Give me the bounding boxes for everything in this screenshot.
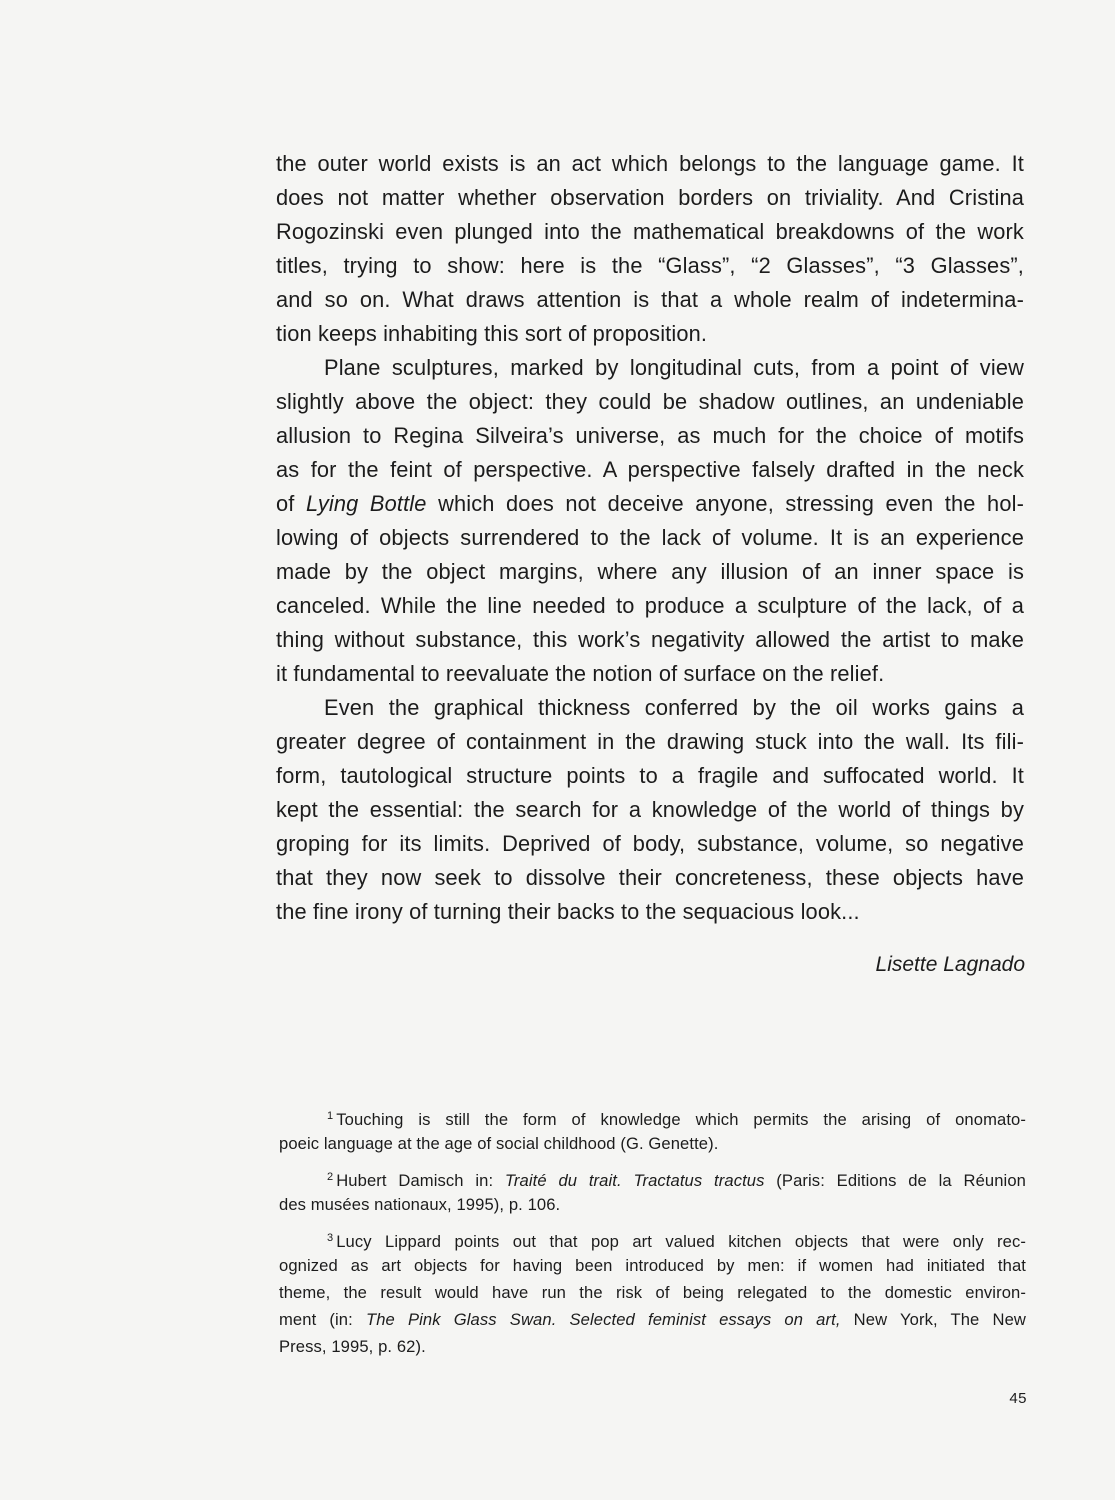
footnote-line [279, 1164, 1026, 1191]
body-line-prefix: of [276, 491, 306, 516]
body-line: allusion to Regina Silveira’s universe, as much for the choice of motifs [276, 423, 1024, 448]
book-title: Traité du trait. Tractatus tractus [504, 1171, 765, 1190]
footnote-line [279, 1103, 1026, 1130]
footnote-line: poeic language at the age of social childhood (G. Genette). [279, 1134, 719, 1153]
body-line: Plane sculptures, marked by longitudinal cuts, from a point of view [324, 355, 1024, 380]
body-line: tion keeps inhabiting this sort of proposition. [276, 321, 708, 346]
body-line: does not matter whether observation borders on triviality. And Cristina [276, 185, 1024, 210]
body-line: as for the feint of perspective. A perspective falsely drafted in the neck [276, 457, 1024, 482]
body-text [276, 147, 1024, 929]
footnote-line: Press, 1995, p. 62). [279, 1337, 426, 1356]
footnote-line: des musées nationaux, 1995), p. 106. [279, 1195, 561, 1214]
footnote-1 [279, 1103, 1026, 1157]
body-line: the outer world exists is an act which belongs to the language game. It [276, 151, 1024, 176]
author-signature: Lisette Lagnado [875, 953, 1025, 976]
body-line: canceled. While the line needed to produce a sculpture of the lack, of a [276, 593, 1024, 618]
footnote-mark: 1 [327, 1110, 334, 1122]
footnote-line [279, 1225, 1026, 1252]
body-line: made by the object margins, where any illusion of an inner space is [276, 559, 1024, 584]
body-line: thing without substance, this work’s negativity allowed the artist to make [276, 627, 1024, 652]
footnote-text: Lucy Lippard points out that pop art valued kitchen objects that were only rec- [336, 1232, 1026, 1251]
body-line: Even the graphical thickness conferred by the oil works gains a [324, 695, 1024, 720]
book-title: The Pink Glass Swan. Selected feminist essays on art, [365, 1310, 841, 1329]
body-line: the fine irony of turning their backs to the sequacious look... [276, 899, 860, 924]
footnote-text: (Paris: Editions de la Réunion [764, 1171, 1026, 1190]
footnote-line [279, 1306, 1026, 1333]
footnotes [279, 1103, 1026, 1367]
body-line: Rogozinski even plunged into the mathematical breakdowns of the work [276, 219, 1024, 244]
footnote-line: theme, the result would have run the risk of being relegated to the domestic environ- [279, 1283, 1026, 1302]
footnote-2 [279, 1164, 1026, 1218]
body-line: slightly above the object: they could be shadow outlines, an undeniable [276, 389, 1024, 414]
body-line: groping for its limits. Deprived of body, substance, volume, so negative [276, 831, 1024, 856]
body-line [276, 487, 1024, 521]
body-line: and so on. What draws attention is that a whole realm of indetermina- [276, 287, 1024, 312]
footnote-mark: 3 [327, 1232, 334, 1244]
footnote-mark: 2 [327, 1171, 334, 1183]
footnote-text: ment (in: [279, 1310, 366, 1329]
page-number: 45 [1009, 1390, 1027, 1407]
body-line: kept the essential: the search for a knowledge of the world of things by [276, 797, 1024, 822]
body-line: it fundamental to reevaluate the notion of surface on the relief. [276, 661, 885, 686]
body-line: lowing of objects surrendered to the lack of volume. It is an experience [276, 525, 1024, 550]
body-line-rest: which does not deceive anyone, stressing even the hol- [438, 491, 1024, 516]
body-line: that they now seek to dissolve their concreteness, these objects have [276, 865, 1024, 890]
body-line: form, tautological structure points to a fragile and suffocated world. It [276, 763, 1024, 788]
artwork-title: Lying Bottle [305, 491, 427, 516]
body-line: greater degree of containment in the drawing stuck into the wall. Its fili- [276, 729, 1024, 754]
footnote-text: Hubert Damisch in: [336, 1171, 505, 1190]
footnote-text: New York, The New [840, 1310, 1026, 1329]
footnote-text: Touching is still the form of knowledge which permits the arising of onomato- [336, 1110, 1026, 1129]
footnote-line: ognized as art objects for having been introduced by men: if women had initiated that [279, 1256, 1026, 1275]
body-line: titles, trying to show: here is the “Glass”, “2 Glasses”, “3 Glasses”, [276, 253, 1024, 278]
footnote-3 [279, 1225, 1026, 1360]
